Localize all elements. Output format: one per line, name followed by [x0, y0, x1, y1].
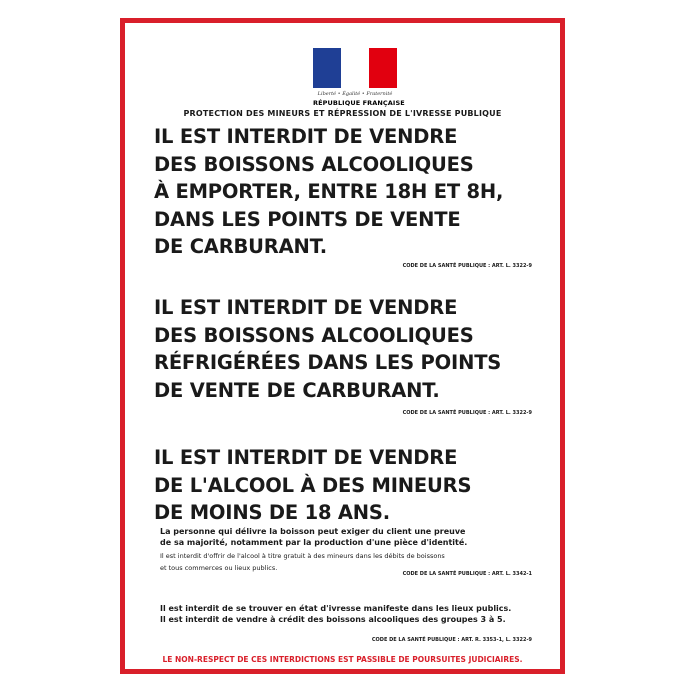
section3-note: Il est interdit d'offrir de l'alcool à titre gratuit à des mineurs dans les débits de boissons [160, 552, 445, 560]
section1-line: IL EST INTERDIT DE VENDRE [154, 125, 458, 148]
section4-legal-reference: CODE DE LA SANTÉ PUBLIQUE : ART. R. 3353-1, L. 3322-9 [371, 637, 532, 643]
french-flag-icon [313, 48, 397, 88]
poster-frame [120, 18, 565, 674]
section3-line: DE MOINS DE 18 ANS. [154, 501, 390, 524]
penalty-warning: LE NON-RESPECT DE CES INTERDICTIONS EST PASSIBLE DE POURSUITES JUDICIAIRES. [162, 655, 523, 664]
logo-motto: Liberté • Égalité • Fraternité [317, 91, 393, 97]
section3-note: et tous commerces ou lieux publics. [160, 564, 278, 572]
logo-republic-name: RÉPUBLIQUE FRANÇAISE [313, 99, 405, 107]
section2-line: DES BOISSONS ALCOOLIQUES [154, 323, 474, 347]
section3-line: DE L'ALCOOL À DES MINEURS [154, 473, 472, 497]
poster-kicker: PROTECTION DES MINEURS ET RÉPRESSION DE L'IVRESSE PUBLIQUE [183, 109, 502, 118]
section3-legal-reference: CODE DE LA SANTÉ PUBLIQUE : ART. L. 3342-1 [402, 571, 532, 577]
section1-line: DANS LES POINTS DE VENTE [154, 207, 461, 231]
section2-legal-reference: CODE DE LA SANTÉ PUBLIQUE : ART. L. 3322-9 [402, 410, 532, 416]
section3-line: IL EST INTERDIT DE VENDRE [154, 446, 458, 469]
republique-francaise-logo [313, 48, 405, 118]
section2-line: IL EST INTERDIT DE VENDRE [154, 296, 458, 319]
section3-bold-note: La personne qui délivre la boisson peut exiger du client une preuve [160, 527, 466, 536]
section2-line: RÉFRIGÉRÉES DANS LES POINTS [154, 351, 502, 374]
section1-legal-reference: CODE DE LA SANTÉ PUBLIQUE : ART. L. 3322-9 [402, 263, 532, 269]
section1-line: DES BOISSONS ALCOOLIQUES [154, 152, 474, 176]
section1-line: DE CARBURANT. [154, 235, 327, 258]
section3-bold-note: de sa majorité, notamment par la production d'une pièce d'identité. [160, 538, 468, 547]
section2-line: DE VENTE DE CARBURANT. [154, 378, 440, 402]
section1-line: À EMPORTER, ENTRE 18H ET 8H, [154, 180, 504, 203]
section4-line: Il est interdit de vendre à crédit des boissons alcooliques des groupes 3 à 5. [160, 615, 506, 624]
section4-line: Il est interdit de se trouver en état d'ivresse manifeste dans les lieux publics. [160, 604, 512, 613]
